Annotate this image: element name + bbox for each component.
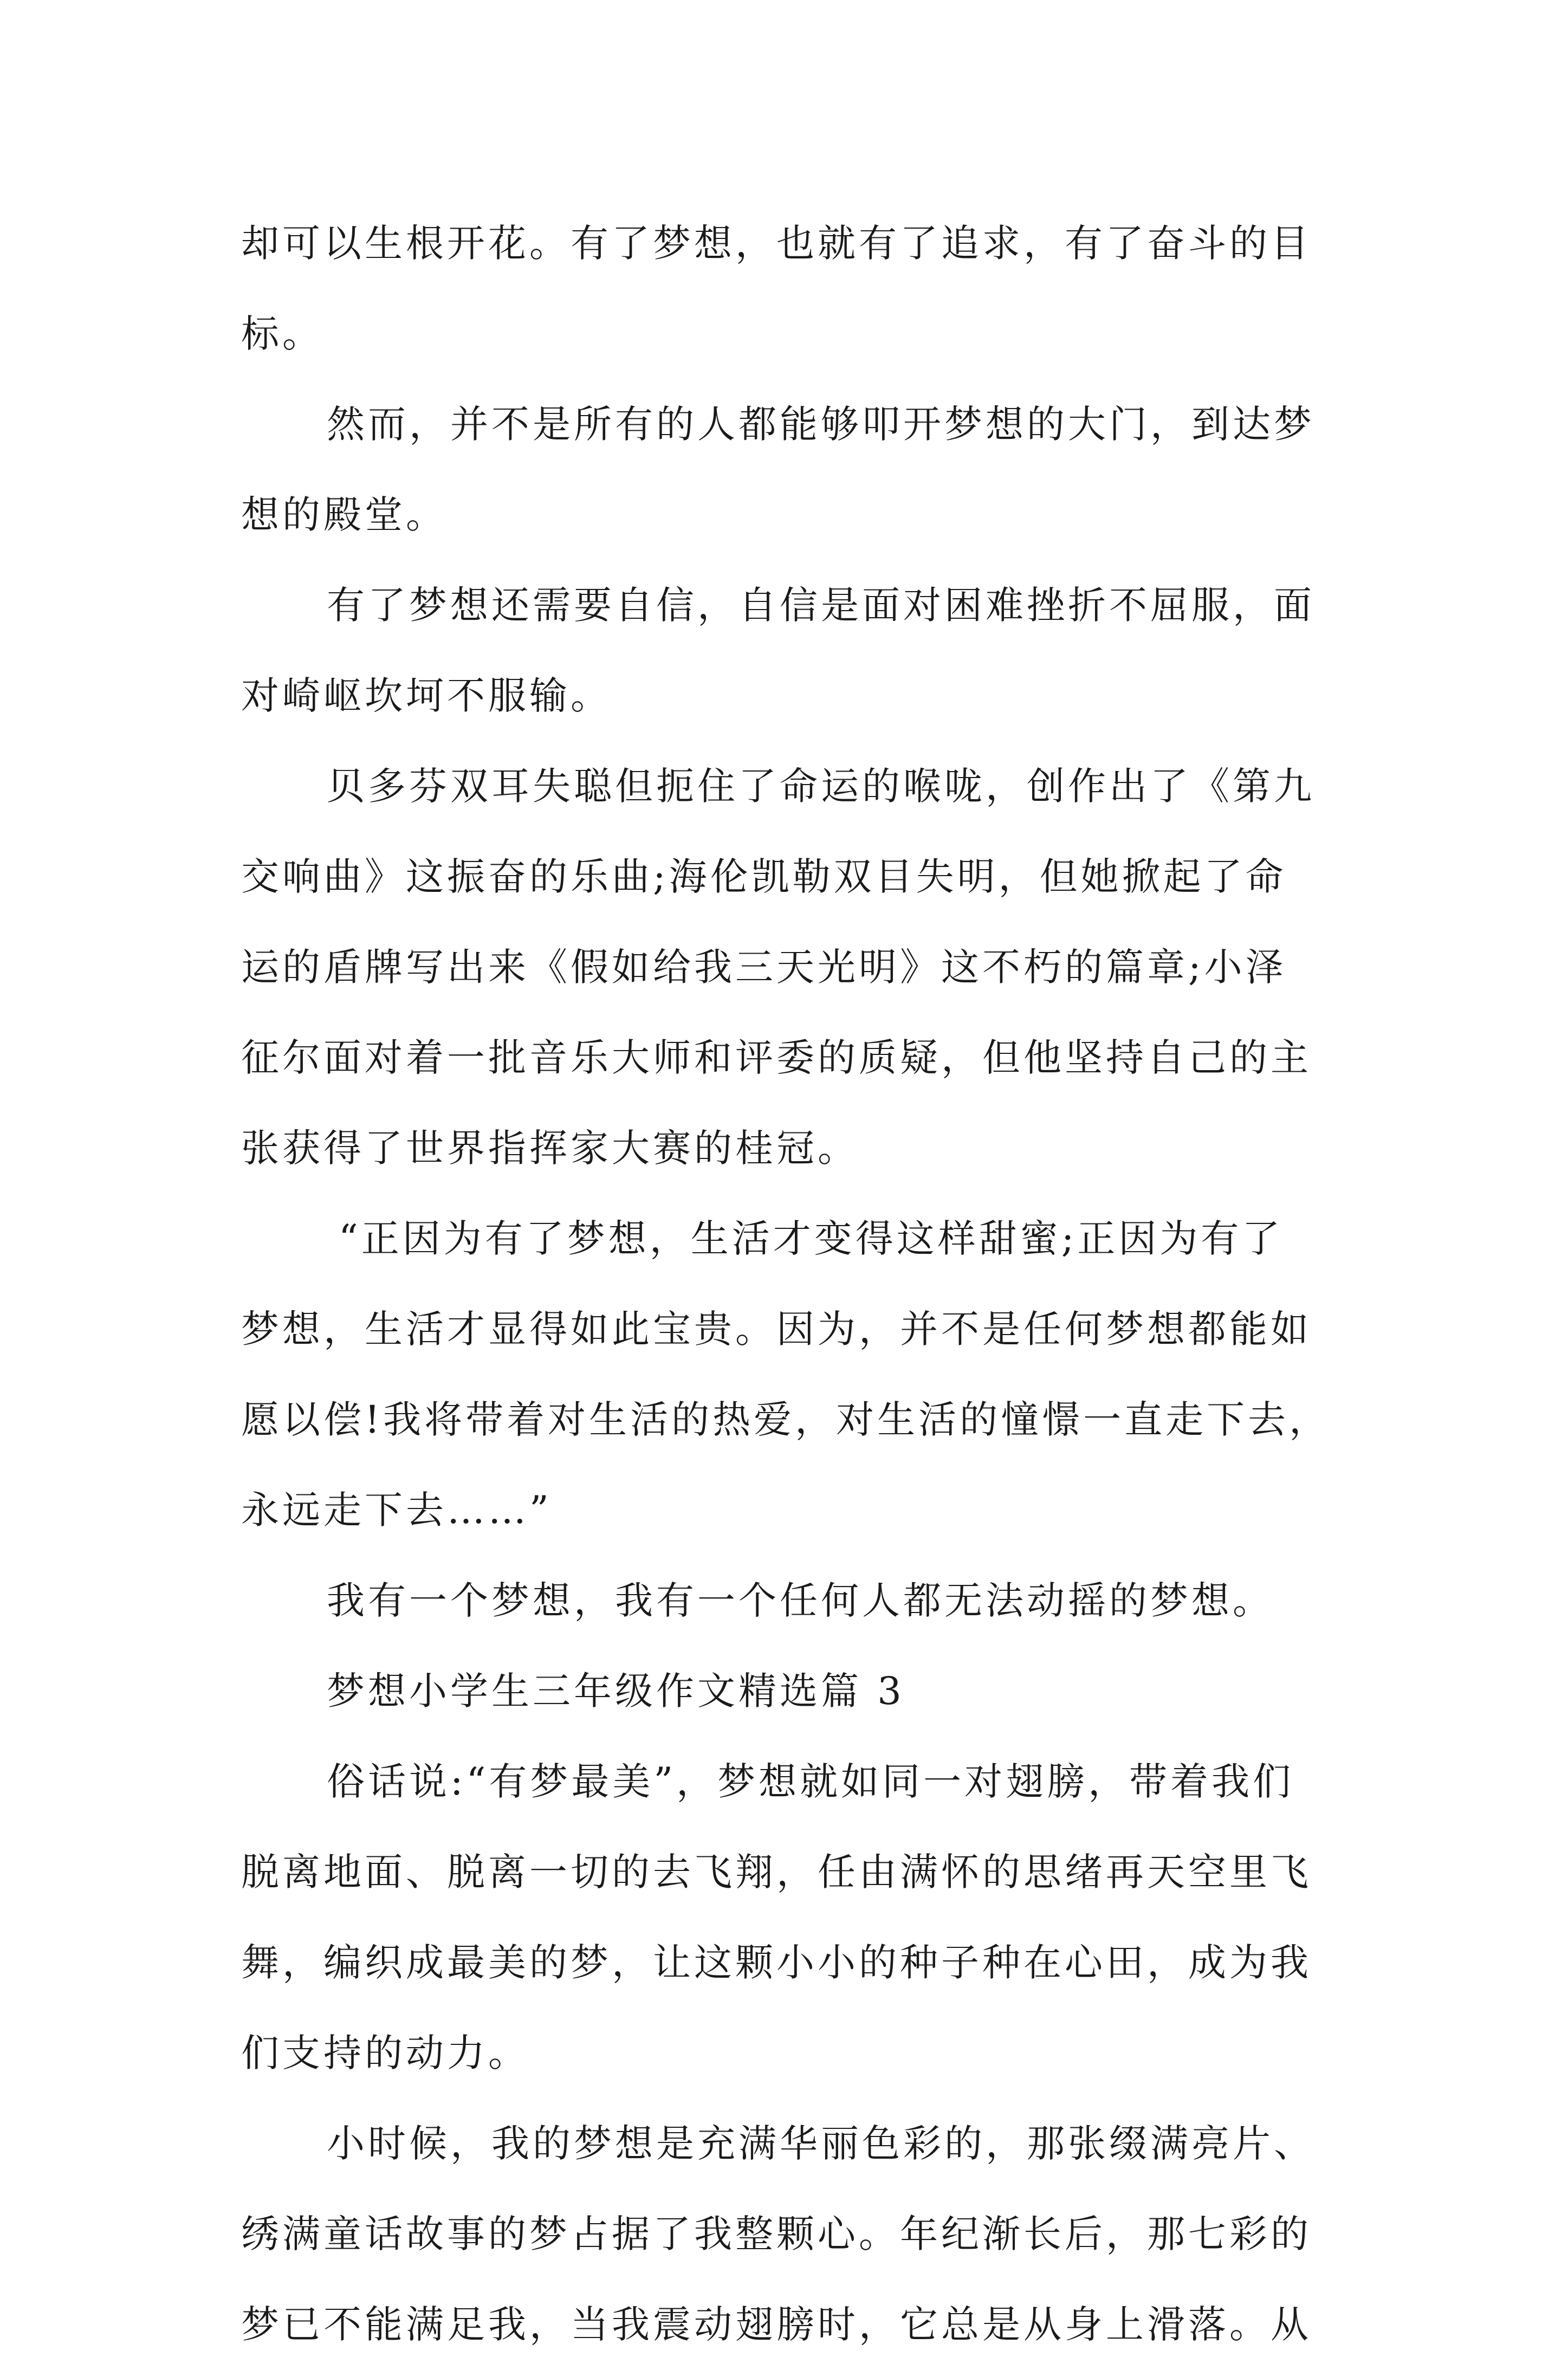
paragraph [241, 1194, 1341, 1556]
paragraph [241, 198, 1341, 379]
paragraph [241, 560, 1341, 741]
text-line: 梦已不能满足我，当我震动翅膀时，它总是从身上滑落。从 [241, 2302, 1312, 2347]
text-line: 交响曲》这振奋的乐曲;海伦凯勒双目失明，但她掀起了命 [241, 854, 1287, 899]
text-line: 有了梦想还需要自信，自信是面对困难挫折不屈服，面 [327, 583, 1315, 627]
text-line: 永远走下去……” [241, 1488, 552, 1532]
text-line: 运的盾牌写出来《假如给我三天光明》这不朽的篇章;小泽 [241, 945, 1287, 989]
paragraph [241, 1737, 1341, 2099]
text-line: 标。 [241, 312, 323, 356]
text-line: 梦想，生活才显得如此宝贵。因为，并不是任何梦想都能如 [241, 1307, 1312, 1351]
paragraph [241, 1646, 1341, 1737]
paragraph [241, 741, 1341, 1194]
text-line: 小时候，我的梦想是充满华丽色彩的，那张缀满亮片、 [327, 2121, 1315, 2166]
text-line: 脱离地面、脱离一切的去飞翔，任由满怀的思绪再天空里飞 [241, 1850, 1312, 1894]
text-line: 我有一个梦想，我有一个任何人都无法动摇的梦想。 [327, 1578, 1274, 1623]
text-line: 绣满童话故事的梦占据了我整颗心。年纪渐长后，那七彩的 [241, 2212, 1312, 2256]
text-line: 愿以偿!我将带着对生活的热爱，对生活的憧憬一直走下去， [241, 1397, 1331, 1442]
text-line: 俗话说:“有梦最美”，梦想就如同一对翅膀，带着我们 [327, 1759, 1294, 1804]
text-line: 对崎岖坎坷不服输。 [241, 674, 612, 718]
paragraph [241, 1556, 1341, 1646]
text-line: 梦想小学生三年级作文精选篇 3 [327, 1669, 905, 1713]
text-line: 想的殿堂。 [241, 493, 447, 537]
text-line: 们支持的动力。 [241, 2031, 529, 2075]
text-line: 却可以生根开花。有了梦想，也就有了追求，有了奋斗的目 [241, 221, 1312, 266]
text-line: 贝多芬双耳失聪但扼住了命运的喉咙，创作出了《第九 [327, 764, 1315, 808]
text-line: 张获得了世界指挥家大赛的桂冠。 [241, 1126, 859, 1170]
text-line: “正因为有了梦想，生活才变得这样甜蜜;正因为有了 [339, 1216, 1284, 1261]
text-line: 然而，并不是所有的人都能够叩开梦想的大门，到达梦 [327, 402, 1315, 446]
text-line: 征尔面对着一批音乐大师和评委的质疑，但他坚持自己的主 [241, 1035, 1312, 1080]
paragraph [241, 379, 1341, 560]
paragraph [241, 2099, 1341, 2370]
document-body [241, 198, 1341, 2370]
text-line: 舞，编织成最美的梦，让这颗小小的种子种在心田，成为我 [241, 1940, 1312, 1985]
